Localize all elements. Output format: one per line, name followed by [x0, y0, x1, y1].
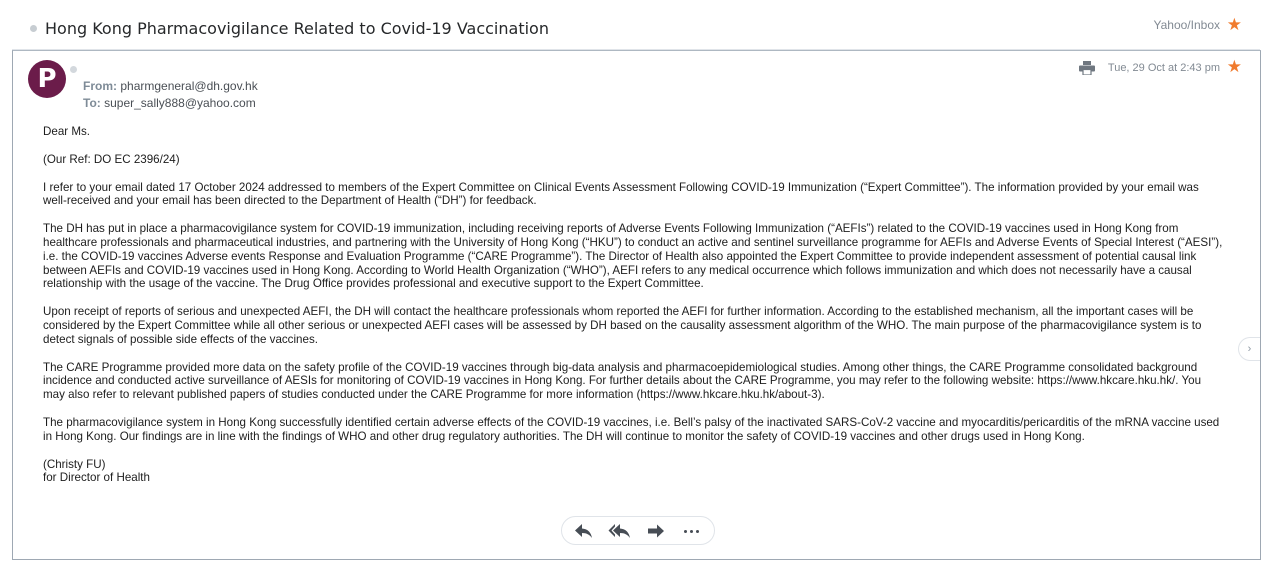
from-label: From: — [83, 79, 117, 93]
body-paragraph: I refer to your email dated 17 October 2024 addressed to members of the Expert Committee on Clinical Events Assessment Following COVID-19 Immunization (“Expert Committee”). The information provided by your email was well-received and your email has been directed to the Department of Health (“DH”) for feedback. — [43, 180, 1199, 208]
sender-address[interactable]: pharmgeneral@dh.gov.hk — [120, 79, 258, 93]
folder-breadcrumb[interactable]: Yahoo/Inbox — [1153, 18, 1220, 32]
reply-icon[interactable] — [574, 522, 596, 540]
star-icon[interactable]: ★ — [1226, 15, 1242, 34]
reference-line: (Our Ref: DO EC 2396/24) — [43, 152, 180, 166]
message-header — [83, 78, 258, 112]
greeting: Dear Ms. — [43, 125, 91, 138]
print-icon[interactable] — [1079, 61, 1095, 75]
signature-name: (Christy FU) — [43, 457, 106, 471]
next-message-chevron-icon[interactable]: › — [1238, 337, 1260, 361]
body-paragraph: The DH has put in place a pharmacovigilance system for COVID-19 immunization, including receiving reports of Adverse Events Following Immunization (“AEFIs”) related to the COVID-19 vaccines used in Hong Kong from healthcare professionals and pharmaceutical industries, and partnering with the University of Hong Kong (“HKU”) to conduct an active and sentinel surveillance programme for AEFIs and Adverse Events of Special Interest (“AESI”), i.e. the COVID-19 vaccines Adverse events Response and Evaluation Programme (“CARE Programme”). The Director of Health also appointed the Expert Committee to provide independent assessment of potential causal link between AEFIs and COVID-19 vaccines used in Hong Kong. According to World Health Organization (“WHO”), AEFI refers to any medical occurrence which follows immunization and which does not necessarily have a causal relationship with the usage of the vaccine. The Drug Office provides professional and executive support to the Expert Committee. — [43, 222, 1223, 291]
email-subject: Hong Kong Pharmacovigilance Related to Covid-19 Vaccination — [45, 19, 549, 38]
message-card — [12, 50, 1261, 560]
subject-bar — [12, 10, 1260, 50]
message-date: Tue, 29 Oct at 2:43 pm — [1107, 62, 1220, 74]
status-dot — [70, 66, 77, 73]
body-paragraph: Upon receipt of reports of serious and unexpected AEFI, the DH will contact the healthcare professionals whom reported the AEFI for further information. According to the established mechanism, all the important cases will be considered by the Expert Committee while all other serious or unexpected AEFI cases will be assessed by DH based on the causality assessment algorithm of the WHO. The main purpose of the pharmacovigilance system is to detect signals of possible side effects of the vaccines. — [43, 305, 1202, 346]
from-line — [83, 78, 258, 95]
reply-all-icon[interactable] — [608, 522, 632, 540]
body-paragraph: The pharmacovigilance system in Hong Kong successfully identified certain adverse effects of the COVID-19 vaccines, i.e. Bell’s palsy of the inactivated SARS-CoV-2 vaccine and myocarditis/pericarditis of the mRNA vaccine used in Hong Kong. Our findings are in line with the findings of WHO and other drug regulatory authorities. The DH will continue to monitor the safety of COVID-19 vaccines and other drugs used in Hong Kong. — [43, 415, 1220, 443]
to-line — [83, 95, 258, 112]
star-icon[interactable]: ★ — [1226, 57, 1242, 76]
more-icon[interactable] — [682, 530, 702, 534]
signature-title: for Director of Health — [43, 471, 150, 485]
recipient-address[interactable]: super_sally888@yahoo.com — [104, 96, 256, 110]
message-body — [43, 125, 1223, 485]
forward-icon[interactable] — [646, 522, 668, 540]
body-paragraph: The CARE Programme provided more data on the safety profile of the COVID-19 vaccines through big-data analysis and pharmacoepidemiological studies. Among other things, the CARE Programme consolidated background incidence and conducted active surveillance of AESIs for monitoring of COVID-19 vaccines in Hong Kong. For further details about the CARE Programme, you may refer to the following website: https://www.hkcare.hku.hk/. You may also refer to relevant published papers of studies conducted under the CARE Programme for more information (https://www.hkcare.hku.hk/about-3). — [43, 360, 1202, 402]
unread-dot — [30, 25, 37, 32]
message-action-bar — [561, 516, 715, 545]
avatar[interactable]: P — [28, 60, 66, 98]
to-label: To: — [83, 96, 101, 110]
